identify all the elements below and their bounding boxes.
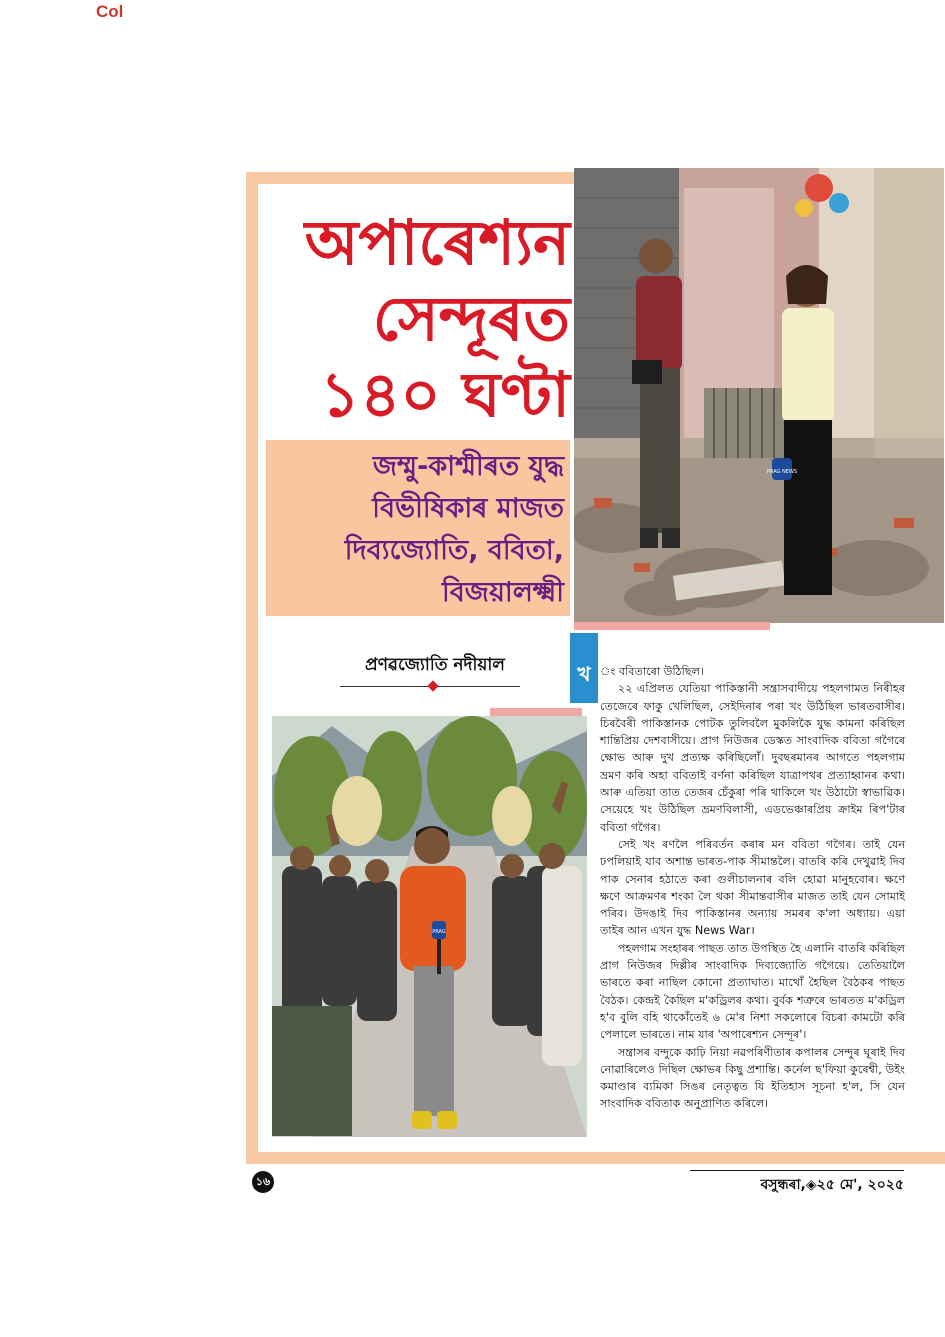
subheadline-line-4: বিজয়ালক্ষ্মী: [442, 577, 564, 608]
crowd-photo: [272, 716, 587, 1137]
footer-rule: [690, 1170, 904, 1171]
headline-line-1: অপাৰেশ্যন: [304, 206, 570, 279]
mic-label-1: PRAG NEWS: [766, 469, 798, 475]
frame-left: [246, 172, 258, 1162]
article-paragraph: সন্ত্ৰাসৰ বন্দুকে কাঢ়ি নিয়া নৱপৰিণীতাৰ কপালৰ সেন্দুৰ ঘূৰাই দিব নোৱাৰিলেও দিছিল ক্ষোভৰ কিছু প্ৰশান্তি। কৰ্নেল ছ'ফিয়া কুৰেশ্বী, উইং কমাণ্ডাৰ ব্যমিকা সিঙৰ নেতৃত্বত যি ইতিহাস সূচনা হ'ল, সি যেন সাংবাদিক ববিতাক অনুপ্ৰাণিত কৰিলে।: [600, 1045, 905, 1111]
byline: প্ৰণৱজ্যোতি নদীয়াল: [365, 655, 505, 675]
dropcap-letter: খ: [577, 662, 591, 686]
article-paragraph: সেই খং ৰণলৈ পৰিবৰ্তন কৰাৰ মন ববিতা গগৈৰ। তাই যেন ঢপলিয়াই যাব অশান্ত ভাৰত-পাক সীমান্তলৈ। বাতৰি কৰি দেখুৱাই দিব পাক সেনাৰ হঠাতে কৰা গুলীচালনাৰ বলি হোৱা মানুহবোৰ। ক্ষণে ক্ষণে আক্ৰমণৰ শংকা লৈ থকা সীমান্তবাসীৰ মাজত তাই যেন সোমাই পৰিব। উদঙাই দিব পাকিস্তানৰ অন্যায় সমৰৰ ক'লা অধ্যায়। এয়া তাইৰ আন এখন যুদ্ধ News War।: [600, 837, 905, 938]
headline-line-3: ১৪০ ঘণ্টা: [319, 358, 570, 431]
subheadline-line-1: জম্মু-কাশ্মীৰত যুদ্ধ: [372, 451, 564, 482]
frame-top: [246, 172, 576, 184]
footer-masthead: বসুন্ধৰা,◈২৫ মে', ২০২৫: [760, 1177, 904, 1193]
subheadline-line-2: বিভীষিকাৰ মাজত: [372, 493, 564, 524]
subheadline-line-3: দিব্যজ্যোতি, ববিতা,: [344, 535, 564, 566]
photo2-accent-bar: [490, 708, 582, 716]
article-paragraph: ং ববিতাৰো উঠিছিল।: [600, 665, 704, 678]
mic-label-2: PRAG: [432, 929, 446, 935]
byline-diamond: [427, 680, 438, 691]
subheadline: [272, 446, 564, 614]
page-number: ১৬: [252, 1171, 274, 1193]
headline-line-2: সেন্দূৰত: [372, 282, 570, 355]
photo1-accent-bar: [574, 622, 770, 630]
article-body: [600, 663, 905, 1113]
headline: [262, 205, 570, 433]
article-paragraph: পহলগাম সংহাৰৰ পাছত তাত উপস্থিত হৈ এলানি বাতৰি কৰিছিল প্ৰাগ নিউজৰ দিল্লীৰ সাংবাদিক দিব্যজ্যোতি গগৈয়ে। তেতিয়ালৈ ভাৰতে কৰা নাছিল কোনো প্ৰত্যাঘাত। মাথোঁ হৈছিল বৈঠকৰ পাছত বৈঠক। কেন্দ্ৰই কৈছিল ম'কড্ৰিলৰ কথা। বুৰ্বক শত্ৰুৰে ভাৰতত ম'কড্ৰিল হ'ব বুলি বহি থাকোঁতেই ৬ মে'ৰ নিশা সকলোৰে বিচৰা কামটো কৰি পেলালে ভাৰতে। নাম যাৰ 'অপাৰেশ্যন সেন্দূৰ'।: [600, 941, 905, 1042]
frame-bottom: [246, 1152, 945, 1164]
reporters-photo: [574, 168, 944, 623]
corner-tag: Col: [96, 2, 124, 21]
article-paragraph: ২২ এপ্ৰিলত যেতিয়া পাকিস্তানী সন্ত্ৰাসবাদীয়ে পহলগামত নিৰীহৰ তেজেৰে ফাকু খেলিছিল, সেইদিনাৰ পৰা খং উঠিছিল ভাৰতবাসীৰ। চিৰবৈৰী পাকিস্তানক পোটক তুলিবলৈ মুকলিকৈ যুদ্ধ কামনা কৰিছিল শান্তিপ্ৰিয় দেশবাসীয়ে। প্ৰাগ নিউজৰ ডেস্কত সাংবাদিক ববিতা গগৈৰে ক্ষোভ আৰু দুখ প্ৰত্যক্ষ কৰিছিলোঁ। দুবছৰমানৰ আগতে পহলগাম ভ্ৰমণ কৰি অহা ববিতাই বৰ্ণনা কৰিছিল যাত্ৰাপথৰ প্ৰত্যাহ্বানৰ কথা। আৰু এতিয়া তাত তেজৰ চেঁকুৰা পৰি থাকিলে খং উঠাটো স্বাভাৱিক। সেয়েহে খং উঠিছিল ভ্ৰমণবিলাসী, এডভেঞ্চাৰপ্ৰিয় ক্ৰাইম ৰিপ'টাৰ ববিতা গগৈৰ।: [600, 682, 905, 834]
